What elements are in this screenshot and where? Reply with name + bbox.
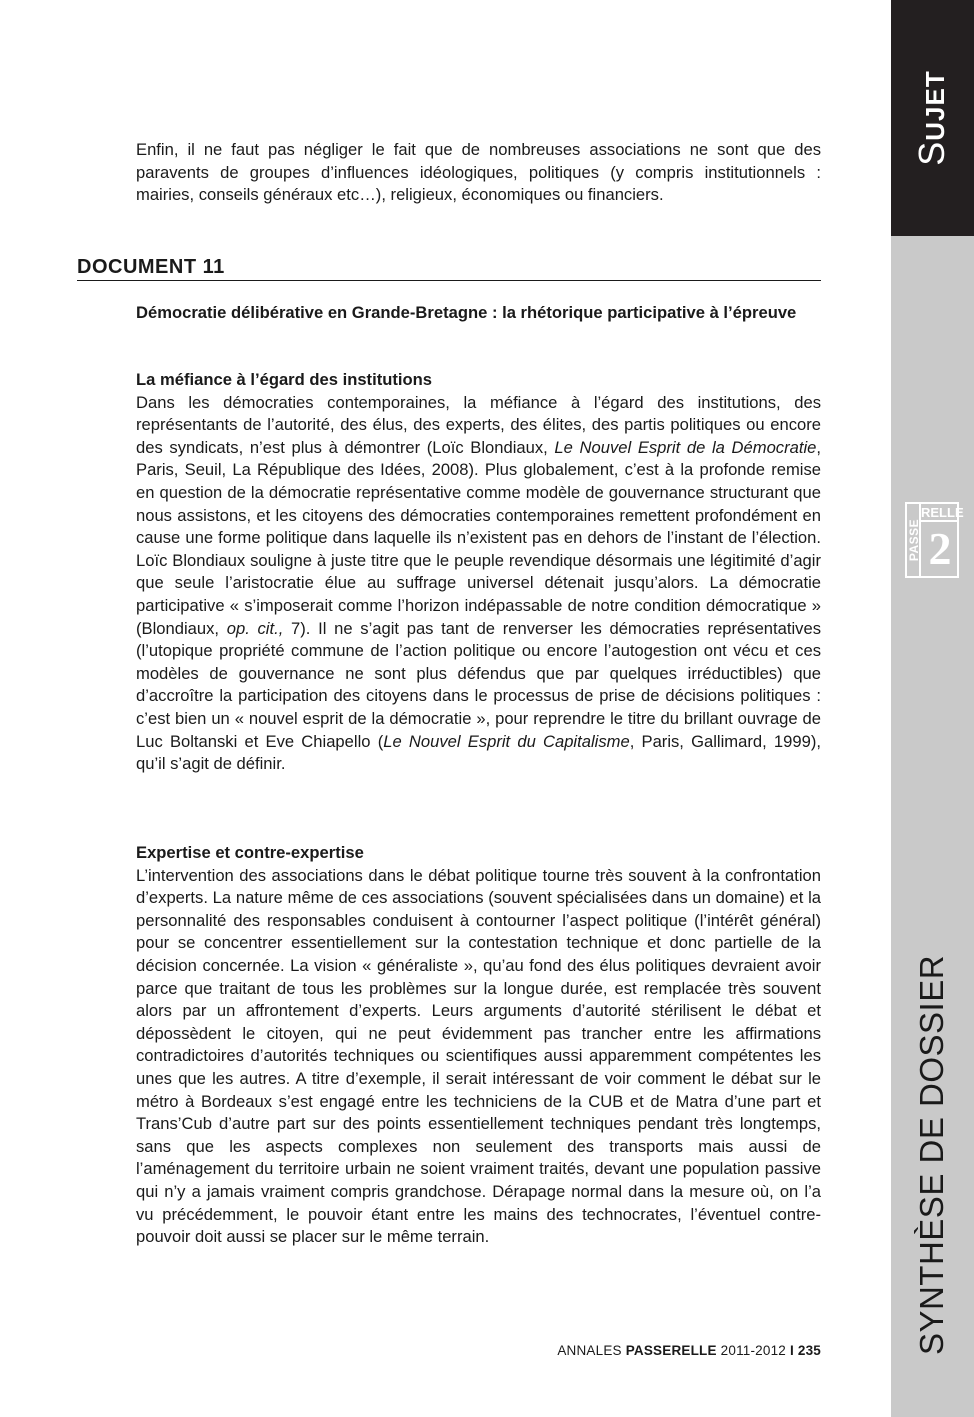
section-text: L’intervention des associations dans le débat politique tourne très souvent à la confrontation d’experts. La nature même de ces associations (souvent spécialisées dans un domaine) et la personnalité des responsables conduisent à contourner l’aspect politique (l’intérêt général) pour se concentrer essentiellement sur la contestation technique et donc partielle de la décision concernée. La vision « généraliste », qu’au fond des élus politiques devraient avoir parce que traitant de tous les problèmes sur la longue durée, est remplacée très souvent alors par un affrontement d’experts. Leurs arguments d’autorité stérilisent le débat et dépossèdent le citoyen, qui ne peut évidemment pas trancher entre les affirmations contradictoires d’autorités techniques ou scientifiques aussi apparemment compétentes les unes que les autres. A titre d’exemple, il serait intéressant de voir comment le débat sur le métro à Bordeaux s’est engagé entre les techniciens de la CUB et de Matra d’une part et Trans’Cub d’autre part sur des points essentiellement techniques pendant très longtemps, sans que les aspects complexes non seulement des transports mais aussi de l’aménagement du territoire urbain ne soient vraiment traités, devant une population passive qui n’y a jamais vraiment compris grandchose. Dérapage normal dans la mesure où, on l’a vu précédemment, le pouvoir étant entre les mains des technocrates, l’éventuel contre-pouvoir doit aussi se placer sur le même terrain. — [136, 865, 821, 1247]
page-footer — [557, 1343, 821, 1358]
section-institutions — [136, 369, 821, 776]
text-run: Dans les démocraties contemporaines, la méfiance à l’égard des institutions, des représentants de l’autorité, des élus, des experts, des élites, des partis politiques ou encore des syndicats, n’est plus à démontrer (Loïc Blondiaux, — [136, 392, 821, 457]
document-heading: DOCUMENT 11 — [77, 256, 821, 281]
sujet-initial: S — [911, 140, 952, 166]
book-title: Le Nouvel Esprit de la Démocratie — [554, 437, 817, 457]
document-title: Démocratie délibérative en Grande-Bretagne : la rhétorique participative à l’épreuve — [136, 303, 797, 322]
text-run: 7). Il ne s’agit pas tant de renverser les démocraties représentatives (l’utopique propriété commune de l’action politique ou encore l’autogestion ont vécu et ces modèles de gouvernance ne sont plus défendus que par quelques irréductibles) que d’accroître la participation des citoyens dans le processus de prise de décisions politiques : c’est bien un « nouvel esprit de la démocratie », pour reprendre le titre du brillant ouvrage de Luc Boltanski et Eve Chiapello ( — [136, 618, 821, 751]
footer-prefix: ANNALES — [557, 1343, 626, 1358]
logo-top-text: RELLE — [921, 505, 964, 520]
sujet-label — [911, 70, 953, 165]
section-label: SYNTHÈSE DE DOSSIER — [913, 954, 950, 1356]
text-run: , Paris, Seuil, La République des Idées, 2008). Plus globalement, c’est à la profonde remise en question de la démocratie représentative comme modèle de gouvernance structurant que nous assistons, et les citoyens des démocraties contemporaines remettent profondément en cause une forme politique dans laquelle ils n’existent pas en dehors de l’instant de l’élection. Loïc Blondiaux souligne à juste titre que le peuple revendique désormais une légitimité d’agir que seule l’aristocratie élue au suffrage universel détenait jusqu’alors. La démocratie participative « s’imposerait comme l’horizon indépassable de notre condition démocratique » (Blondiaux, — [136, 437, 821, 638]
page-number: 235 — [793, 1343, 821, 1358]
footer-years: 2011-2012 — [716, 1343, 790, 1358]
section-text — [136, 392, 821, 776]
logo-side-text: PASSE — [907, 518, 921, 562]
section-heading: La méfiance à l’égard des institutions — [136, 370, 432, 389]
sujet-rest: UJET — [920, 70, 950, 141]
book-title: Le Nouvel Esprit du Capitalisme — [383, 731, 630, 751]
section-expertise — [136, 842, 821, 1249]
footer-separator: I — [789, 1343, 794, 1358]
logo-number: 2 — [928, 523, 952, 574]
passerelle-2-logo — [905, 502, 964, 578]
text-run: , Paris, Gallimard, 1999), qu’il s’agit de définir. — [136, 731, 821, 774]
citation-abbrev: op. cit., — [226, 618, 284, 638]
footer-brand: PASSERELLE — [625, 1343, 717, 1358]
section-heading: Expertise et contre-expertise — [136, 843, 364, 862]
intro-paragraph: Enfin, il ne faut pas négliger le fait que de nombreuses associations ne sont que des paravents de groupes d’influences idéologiques, politiques (y compris institutionnels : mairies, conseils généraux etc…), religieux, économiques ou financiers. — [136, 140, 821, 205]
logo-side — [907, 504, 921, 576]
